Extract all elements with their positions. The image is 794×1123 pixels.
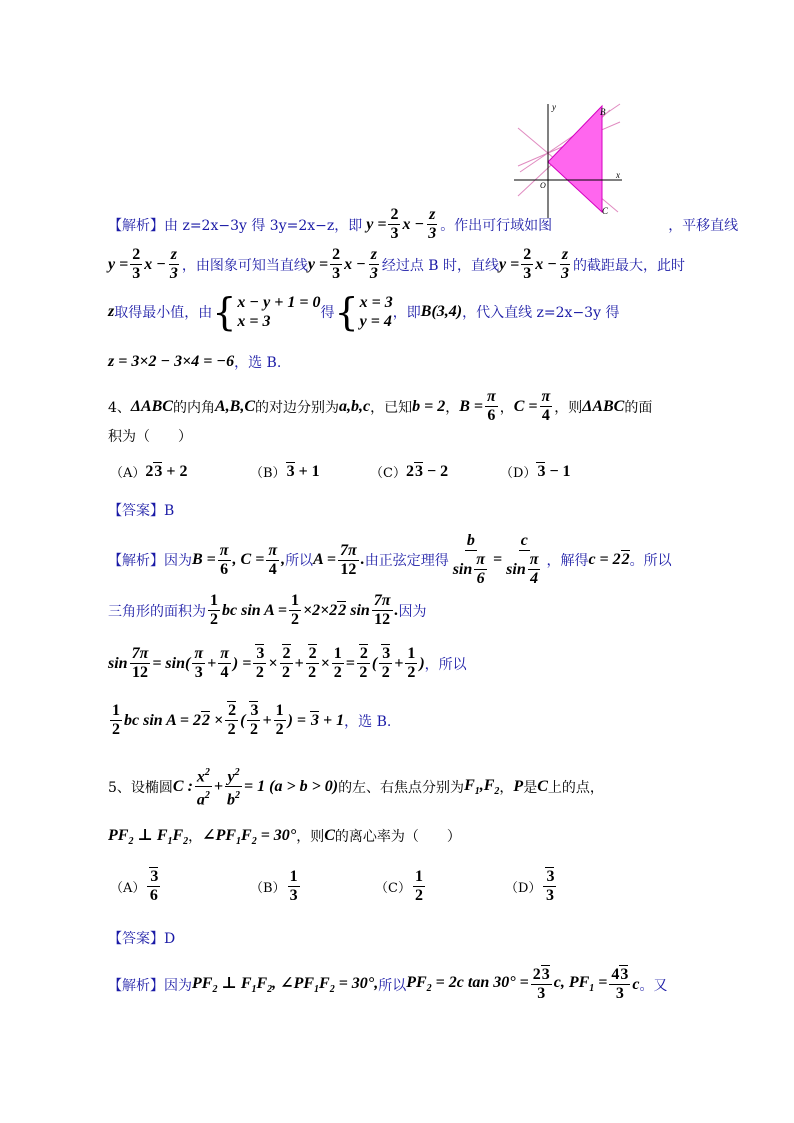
q5-text: 是	[523, 779, 538, 796]
figure-label-b: B	[600, 107, 606, 117]
figure-label-o: O	[540, 181, 546, 190]
feasible-region-figure	[510, 100, 625, 220]
q5-stem-1: 5、 设椭圆 C : $\frac{x^2}{a^2}$ + $\frac{y^2}{b^2}$ = 1 (a > b > 0) 的左、右焦点分别为 $F_1,F_2$ ， P 是 C 上的点，	[108, 764, 604, 810]
p3-line-3: z 取得最小值，由 { x − y + 1 = 0 x = 3 得 { x = 3 y = 4 ，即 B(3,4) ，代入直线 z=2x−3y 得	[108, 290, 620, 334]
q5-answer: 【答案】D	[108, 931, 176, 947]
q5-option-d: （D） $\frac{3}{3}$	[505, 868, 555, 904]
figure-label-x: x	[616, 170, 620, 180]
p3-text: ，即	[392, 305, 421, 321]
q5-text: 设椭圆	[130, 779, 173, 796]
question-number: 4、	[108, 399, 131, 416]
p3-line-4: z = 3×2 − 3×4 = −6 ，选 B.	[108, 353, 282, 371]
analysis-tag: 【解析】	[108, 977, 164, 994]
q4-text: 的对边分别为	[254, 399, 339, 416]
q4-solution-4: $\frac{1}{2}$ bc sin A = 22 × $\frac{2}{2}$ ( $\frac{3}{2}$ + $\frac{1}{2}$ ) = 3 + 1 ，选 B.	[112, 702, 392, 738]
q4-text: ，所以	[424, 656, 467, 673]
q4-stem-1: 4、 ΔABC 的内角 A,B,C 的对边分别为 a,b,c ，已知 b = 2 ， B = $\frac{\pi}{6}$ ， C = $\frac{\pi}{4}$ ，则 ΔABC 的面	[108, 388, 653, 424]
analysis-tag: 【解析】	[108, 553, 164, 569]
q4-option-c: （C） 23 − 2	[370, 462, 449, 481]
q4-solution-3: sin $\frac{7\pi}{12}$ = sin( $\frac{\pi}{3}$ + $\frac{\pi}{4}$ ) = $\frac{3}{2}$ × $\frac{2}{2}$ + $\frac{2}{2}$ × $\frac{1}{2}$ = $\frac{2}{2}$ ( $\frac{3}{2}$ + $\frac{1}{2}$ ) ，所以	[108, 645, 467, 681]
p3-text: 取得最小值，由	[114, 305, 213, 321]
q4-text: ，解得	[546, 553, 589, 569]
p3-text: ，代入直线 z=2x−3y 得	[462, 305, 620, 321]
q4-text: 的面	[624, 399, 653, 416]
q4-text: 因为	[398, 603, 427, 620]
p3-text: ，由图象可知当直线	[181, 257, 308, 274]
q5-solution-1: 【解析】 因为 $PF_2$ ⊥ $F_1F_2$, $\angle PF_1F_2 = 30^\circ$, 所以 $PF_2 = 2c$ tan 30° = $\frac{23}{3}$ c, $PF_1$ = $\frac{43}{3}$ c 。又	[108, 966, 668, 1002]
q5-text: 的离心率为（ ）	[334, 829, 461, 846]
p3-text: 得	[320, 305, 335, 321]
q4-text: 三角形的面积为	[108, 603, 206, 620]
math: y =	[362, 215, 387, 233]
q4-solution-1: 【解析】 因为 B = $\frac{\pi}{6}$ , C = $\frac{\pi}{4}$ , 所以 A = $\frac{7\pi}{12}$ . 由正弦定理得 b sin $\frac{\pi}{6}$ = c sin $\frac{\pi}{4}$ ，解得 c = 22 。所以	[108, 532, 672, 587]
q4-option-b: （B） 3 + 1	[250, 462, 320, 481]
q4-answer: 【答案】B	[108, 503, 175, 519]
q5-option-c: （C） $\frac{1}{2}$	[375, 868, 423, 904]
analysis-tag: 【解析】	[108, 217, 164, 234]
q4-option-a: （A） 23 + 2	[110, 462, 188, 481]
p3-text: 。作出可行域如图	[440, 217, 553, 234]
p3-text: 的截距最大，此时	[572, 257, 685, 274]
p3-text: ，选 B.	[234, 355, 282, 371]
q5-text: ，	[188, 829, 203, 846]
q4-solution-2: 三角形的面积为 $\frac{1}{2}$ bc sin A = $\frac{1}{2}$ ×2×22 sin $\frac{7\pi}{12}$ . 因为	[108, 592, 427, 628]
q5-text: ，则	[296, 829, 325, 846]
q5-text: 所以	[378, 977, 407, 994]
q4-option-d: （D） 3 − 1	[500, 462, 571, 481]
q4-text: ，则	[554, 399, 583, 416]
p3-line-1: 【解析】 由 z=2x−3y 得 3y=2x−z，即 y = $\frac{2}{3}$ x − $\frac{z}{3}$ 。作出可行域如图 ，平移直线	[108, 206, 739, 242]
q5-text: 的左、右焦点分别为	[338, 779, 465, 796]
p3-line-2: y = $\frac{2}{3}$ x − $\frac{z}{3}$ ，由图象可知当直线 y = $\frac{2}{3}$ x − $\frac{z}{3}$ 经过点 B 时，直线 y = $\frac{2}{3}$ x − $\frac{z}{3}$ 的截距最大，此时	[108, 246, 685, 282]
q5-text: 因为	[164, 977, 192, 994]
q4-stem-2	[108, 426, 192, 446]
figure-label-c: C	[602, 206, 609, 216]
q4-text: 由正弦定理得	[364, 553, 449, 569]
q5-option-a: （A） $\frac{3}{6}$	[110, 868, 159, 904]
p3-text: 由 z=2x−3y 得 3y=2x−z，即	[164, 217, 363, 234]
figure-label-y: y	[552, 102, 556, 112]
q5-option-b: （B） $\frac{1}{3}$	[250, 868, 298, 904]
q4-text: ，选 B.	[344, 713, 392, 730]
q4-text: 。所以	[629, 553, 672, 569]
q5-text: 上的点，	[547, 779, 604, 796]
q4-text: 因为	[164, 553, 192, 569]
q5-stem-2: $PF_2$ ⊥ $F_1F_2$ ， $\angle PF_1F_2 = 30^\circ$ ，则 C 的离心率为（ ）	[108, 827, 461, 848]
p3-text: ，平移直线	[668, 217, 739, 234]
q4-text: ，已知	[370, 399, 413, 416]
p3-text: 经过点 B 时，直线	[381, 257, 500, 274]
q5-text: 。又	[639, 977, 668, 994]
q4-text: 所以	[285, 553, 314, 569]
q4-text: ，	[445, 399, 460, 416]
question-number: 5、	[108, 779, 131, 796]
q4-text: 积为（ ）	[108, 429, 192, 445]
q4-text: ，	[499, 399, 514, 416]
q4-text: 的内角	[172, 399, 215, 416]
